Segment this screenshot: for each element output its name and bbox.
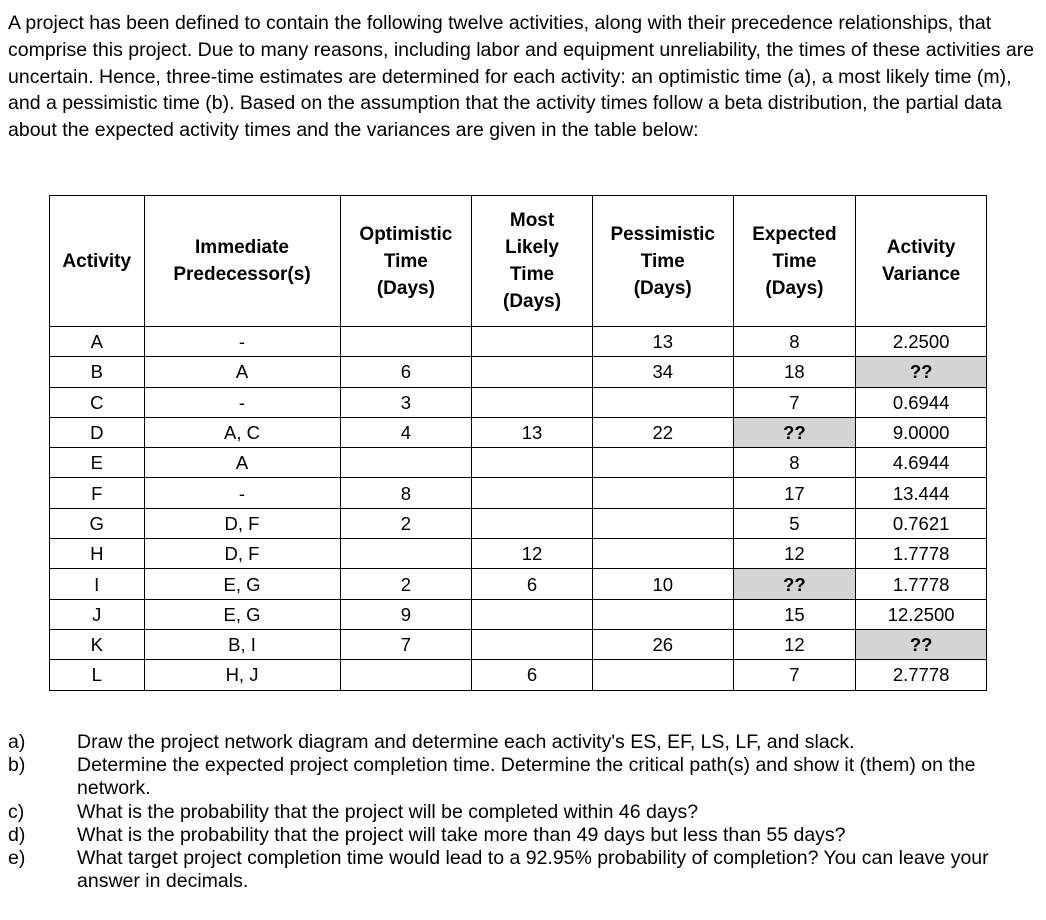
- table-body: [50, 327, 987, 691]
- table-row: [50, 629, 987, 659]
- cell-activity: F: [50, 478, 145, 508]
- header-pessimistic-time: Pessimistic Time (Days): [592, 196, 733, 327]
- cell-variance: 4.6944: [856, 448, 987, 478]
- table-header-row: [50, 196, 987, 327]
- cell-most-likely: [472, 357, 593, 387]
- cell-optimistic: 9: [340, 599, 472, 629]
- cell-predecessors: A, C: [144, 417, 340, 447]
- cell-activity: A: [50, 327, 145, 357]
- table-row: [50, 387, 987, 417]
- cell-predecessors: -: [144, 478, 340, 508]
- cell-most-likely: [472, 508, 593, 538]
- cell-optimistic: [340, 448, 472, 478]
- cell-activity: J: [50, 599, 145, 629]
- cell-activity: B: [50, 357, 145, 387]
- table-row: [50, 660, 987, 690]
- cell-predecessors: D, F: [144, 508, 340, 538]
- cell-pessimistic: 13: [592, 327, 733, 357]
- problem-intro: A project has been defined to contain the following twelve activities, along with their precedence relationships, that comprise this project. Due to many reasons, including labor and equipment unreliability, the times of these activities are uncertain. Hence, three-time estimates are determined for each activity: an optimistic time (a), a most likely time (m), and a pessimistic time (b). Based on the assumption that the activity times follow a beta distribution, the partial data about the expected activity times and the variances are given in the table below:: [8, 12, 1035, 142]
- cell-pessimistic: 34: [592, 357, 733, 387]
- cell-expected: ??: [733, 569, 856, 599]
- cell-pessimistic: [592, 508, 733, 538]
- question-text: What target project completion time would lead to a 92.95% probability of completion? You can leave your answer in decimals.: [77, 847, 989, 893]
- cell-expected: 8: [733, 327, 856, 357]
- cell-predecessors: E, G: [144, 599, 340, 629]
- question-item: [8, 824, 1042, 847]
- cell-pessimistic: [592, 448, 733, 478]
- cell-most-likely: [472, 629, 593, 659]
- activity-table: [49, 195, 987, 691]
- cell-optimistic: [340, 539, 472, 569]
- cell-most-likely: [472, 327, 593, 357]
- cell-expected: 7: [733, 387, 856, 417]
- question-text: What is the probability that the project will be completed within 46 days?: [77, 800, 699, 823]
- cell-variance: 12.2500: [856, 599, 987, 629]
- table-row: [50, 569, 987, 599]
- table-row: [50, 539, 987, 569]
- cell-variance: ??: [856, 357, 987, 387]
- cell-most-likely: 6: [472, 660, 593, 690]
- cell-expected: 15: [733, 599, 856, 629]
- cell-activity: L: [50, 660, 145, 690]
- cell-pessimistic: [592, 660, 733, 690]
- cell-optimistic: 7: [340, 629, 472, 659]
- header-expected-time: Expected Time (Days): [733, 196, 856, 327]
- cell-predecessors: E, G: [144, 569, 340, 599]
- cell-most-likely: [472, 599, 593, 629]
- header-activity-variance: Activity Variance: [856, 196, 987, 327]
- question-letter: c): [8, 800, 25, 823]
- cell-predecessors: H, J: [144, 660, 340, 690]
- question-item: [8, 754, 1042, 800]
- cell-most-likely: [472, 448, 593, 478]
- cell-expected: 12: [733, 539, 856, 569]
- cell-variance: 1.7778: [856, 569, 987, 599]
- cell-variance: 2.2500: [856, 327, 987, 357]
- cell-variance: 0.7621: [856, 508, 987, 538]
- table-row: [50, 508, 987, 538]
- question-text: Draw the project network diagram and determine each activity's ES, EF, LS, LF, and slack.: [77, 731, 855, 753]
- cell-activity: C: [50, 387, 145, 417]
- cell-expected: ??: [733, 417, 856, 447]
- cell-optimistic: [340, 327, 472, 357]
- cell-expected: 18: [733, 357, 856, 387]
- cell-optimistic: 2: [340, 569, 472, 599]
- cell-optimistic: 8: [340, 478, 472, 508]
- cell-pessimistic: [592, 539, 733, 569]
- question-item: [8, 731, 1042, 754]
- cell-optimistic: 3: [340, 387, 472, 417]
- cell-expected: 8: [733, 448, 856, 478]
- cell-optimistic: 2: [340, 508, 472, 538]
- cell-predecessors: D, F: [144, 539, 340, 569]
- cell-activity: H: [50, 539, 145, 569]
- question-letter: b): [8, 754, 26, 777]
- question-letter: a): [8, 731, 26, 753]
- cell-predecessors: -: [144, 387, 340, 417]
- cell-variance: 2.7778: [856, 660, 987, 690]
- table-row: [50, 599, 987, 629]
- cell-predecessors: B, I: [144, 629, 340, 659]
- header-predecessors: Immediate Predecessor(s): [144, 196, 340, 327]
- table-row: [50, 448, 987, 478]
- cell-pessimistic: 10: [592, 569, 733, 599]
- cell-expected: 5: [733, 508, 856, 538]
- cell-predecessors: -: [144, 327, 340, 357]
- cell-optimistic: 4: [340, 417, 472, 447]
- cell-pessimistic: 22: [592, 417, 733, 447]
- cell-expected: 17: [733, 478, 856, 508]
- cell-variance: 1.7778: [856, 539, 987, 569]
- question-item: [8, 801, 1042, 824]
- header-optimistic-time: Optimistic Time (Days): [340, 196, 472, 327]
- cell-optimistic: [340, 660, 472, 690]
- cell-activity: I: [50, 569, 145, 599]
- question-text: Determine the expected project completion time. Determine the critical path(s) and show it (them) on the network.: [77, 754, 976, 800]
- cell-optimistic: 6: [340, 357, 472, 387]
- cell-most-likely: [472, 387, 593, 417]
- cell-activity: D: [50, 417, 145, 447]
- cell-expected: 12: [733, 629, 856, 659]
- cell-pessimistic: 26: [592, 629, 733, 659]
- cell-predecessors: A: [144, 448, 340, 478]
- table-row: [50, 478, 987, 508]
- cell-variance: 0.6944: [856, 387, 987, 417]
- cell-activity: K: [50, 629, 145, 659]
- header-activity: Activity: [50, 196, 145, 327]
- cell-activity: E: [50, 448, 145, 478]
- table-row: [50, 327, 987, 357]
- question-text: What is the probability that the project will take more than 49 days but less than 55 days?: [77, 823, 846, 846]
- cell-pessimistic: [592, 478, 733, 508]
- cell-predecessors: A: [144, 357, 340, 387]
- cell-most-likely: [472, 478, 593, 508]
- cell-most-likely: 6: [472, 569, 593, 599]
- cell-variance: ??: [856, 629, 987, 659]
- cell-pessimistic: [592, 387, 733, 417]
- question-letter: d): [8, 823, 26, 846]
- cell-variance: 13.444: [856, 478, 987, 508]
- question-item: [8, 847, 1042, 893]
- cell-variance: 9.0000: [856, 417, 987, 447]
- cell-expected: 7: [733, 660, 856, 690]
- table-row: [50, 357, 987, 387]
- table-row: [50, 417, 987, 447]
- question-list: [8, 731, 1042, 893]
- header-most-likely-time: Most Likely Time (Days): [472, 196, 593, 327]
- question-letter: e): [8, 847, 26, 870]
- cell-pessimistic: [592, 599, 733, 629]
- cell-activity: G: [50, 508, 145, 538]
- cell-most-likely: 13: [472, 417, 593, 447]
- cell-most-likely: 12: [472, 539, 593, 569]
